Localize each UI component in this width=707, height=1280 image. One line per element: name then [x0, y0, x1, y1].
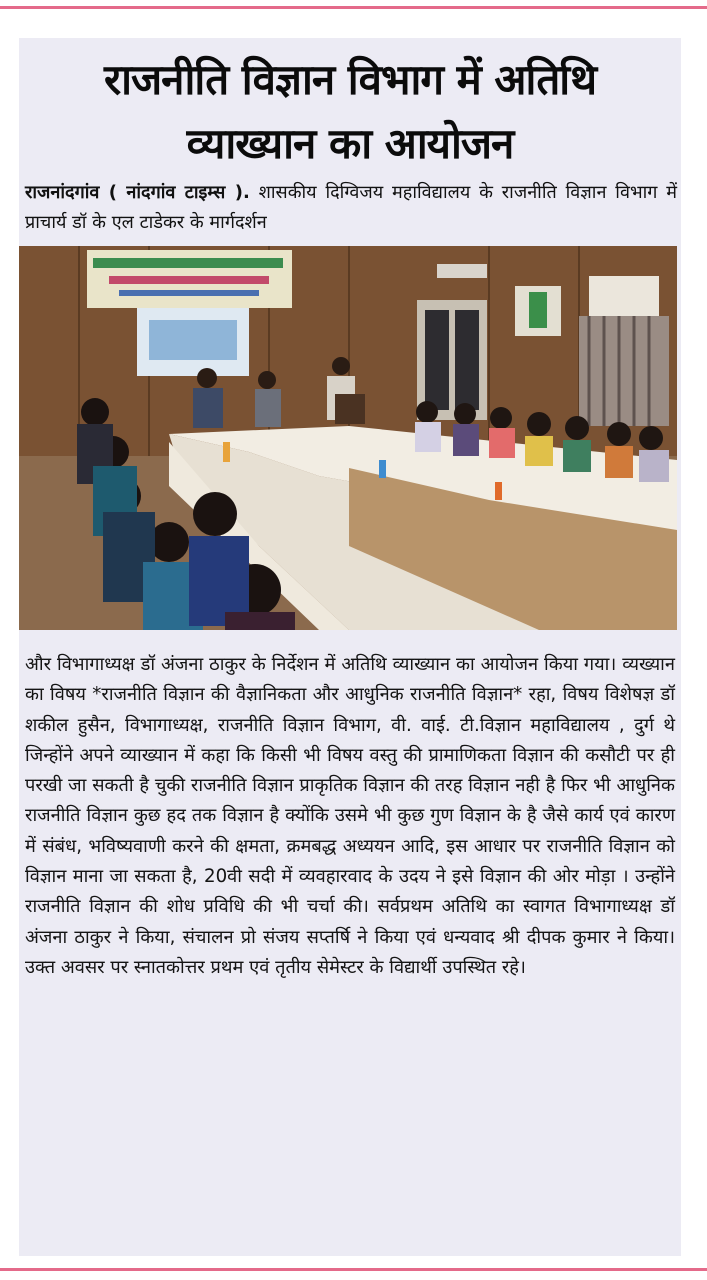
event-photo: [19, 246, 677, 630]
headline: [19, 48, 681, 176]
top-page-rule: [0, 6, 707, 9]
intro-text: शासकीय दिग्विजय महाविद्यालय के राजनीति विज्ञान विभाग में प्राचार्य डॉ के एल टाडेकर के मार्गदर्शन: [25, 182, 677, 233]
bottom-page-rule: [0, 1268, 707, 1271]
headline-line-2: व्याख्यान का आयोजन: [186, 119, 514, 168]
article-body: और विभागाध्यक्ष डॉ अंजना ठाकुर के निर्देशन में अतिथि व्याख्यान का आयोजन किया गया। व्यख्यान का विषय *राजनीति विज्ञान की वैज्ञानिकता और आधुनिक राजनीति विज्ञान* रहा, विषय विशेषज्ञ डॉ शकील हुसैन, विभागाध्यक्ष, राजनीति विज्ञान विभाग, वी. वाई. टी.विज्ञान महाविद्यालय , दुर्ग थे जिन्होंने अपने व्याख्यान में कहा कि किसी भी विषय वस्तु की प्रामाणिकता विज्ञान की कसौटी पर ही परखी जा सकती है चुकी राजनीति विज्ञान प्राकृतिक विज्ञान की तरह विज्ञान नही है फिर भी आधुनिक राजनीति विज्ञान कुछ हद तक विज्ञान है क्योंकि उसमे भी कुछ गुण विज्ञान के है जैसे कार्य एवं कारण में संबंध, भविष्यवाणी करने की क्षमता, क्रमबद्ध अध्ययन आदि, इस आधार पर राजनीति विज्ञान को विज्ञान माना जा सकता है, 20वी सदी में व्यवहारवाद के उदय ने इसे विज्ञान की ओर मोड़ा । उन्होंने राजनीति विज्ञान की शोध प्रविधि की भी चर्चा की। सर्वप्रथम अतिथि का स्वागत विभागाध्यक्ष डॉ अंजना ठाकुर ने किया, संचालन प्रो संजय सप्तर्षि ने किया एवं धन्यवाद श्री दीपक कुमार ने किया। उक्त अवसर पर स्नातकोत्तर प्रथम एवं तृतीय सेमेस्टर के विद्यार्थी उपस्थित रहे।: [25, 654, 675, 978]
intro-paragraph: [25, 178, 677, 238]
headline-line-1: राजनीति विज्ञान विभाग में अतिथि: [103, 55, 597, 104]
news-clipping: [19, 38, 681, 1256]
dateline: राजनांदगांव ( नांदगांव टाइम्स ).: [25, 182, 250, 203]
